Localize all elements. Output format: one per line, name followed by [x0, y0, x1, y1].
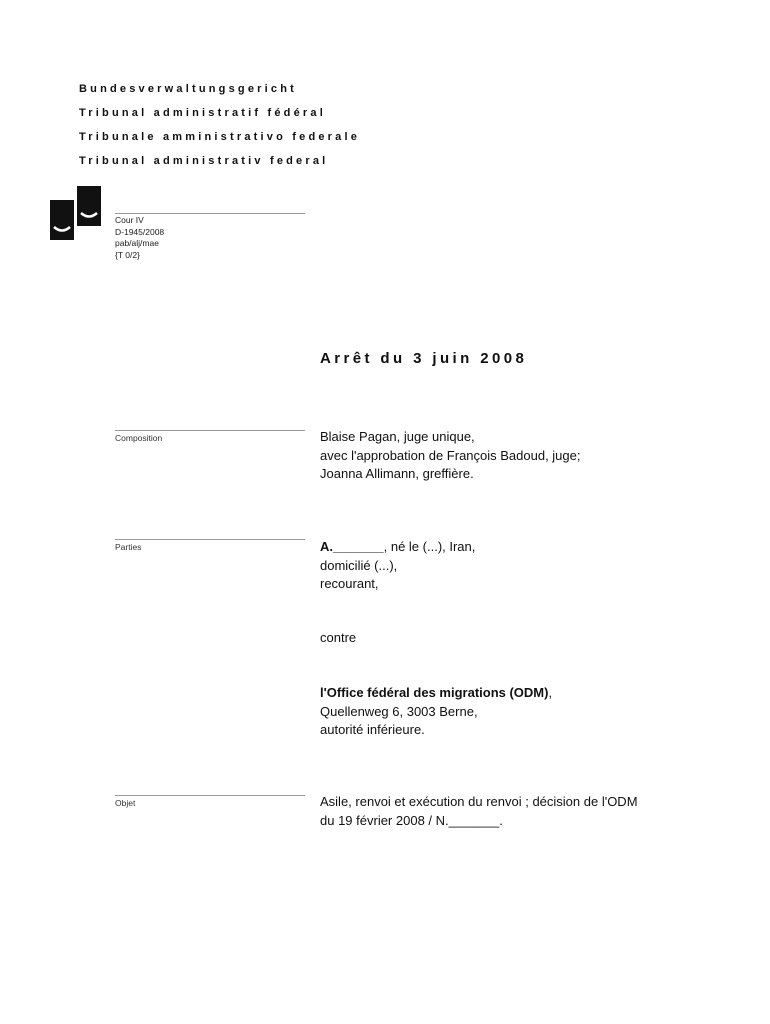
court-name-rm: Tribunal administrativ federal	[79, 155, 329, 167]
appellant-line: recourant,	[320, 576, 379, 591]
respondent-block	[320, 684, 552, 740]
appellant-block	[320, 538, 475, 594]
court-name-fr: Tribunal administratif fédéral	[79, 107, 326, 119]
appellant-line: domicilié (...),	[320, 557, 398, 573]
respondent-line: Quellenweg 6, 3003 Berne,	[320, 703, 478, 719]
case-code: {T 0/2}	[115, 249, 140, 260]
respondent-line: autorité inférieure.	[320, 722, 425, 737]
subject-text	[320, 793, 638, 830]
composition-line: Joanna Allimann, greffière.	[320, 466, 474, 481]
versus-text: contre	[320, 630, 357, 645]
composition-text	[320, 428, 581, 484]
court-name-it: Tribunale amministrativo federale	[79, 131, 361, 143]
composition-line: Blaise Pagan, juge unique,	[320, 429, 475, 444]
appellant-line	[320, 538, 475, 557]
composition-divider	[115, 430, 305, 431]
composition-line: avec l'approbation de François Badoud, juge;	[320, 447, 581, 463]
respondent-details: ,	[548, 685, 553, 700]
respondent-line	[320, 684, 552, 703]
respondent-name: l'Office fédéral des migrations (ODM)	[320, 685, 549, 700]
case-reference: pab/alj/mae	[115, 238, 159, 248]
parties-label: Parties	[115, 542, 142, 552]
composition-label: Composition	[115, 433, 163, 443]
appellant-name: A._______	[320, 539, 384, 554]
subject-line: du 19 février 2008 / N._______.	[320, 812, 503, 828]
case-info-divider	[115, 213, 305, 214]
subject-line: Asile, renvoi et exécution du renvoi ; décision de l'ODM	[320, 794, 638, 809]
court-division: Cour IV	[115, 215, 144, 225]
subject-divider	[115, 795, 305, 796]
court-logo-icon	[50, 186, 102, 240]
case-info	[115, 215, 164, 261]
court-name-de: Bundesverwaltungsgericht	[79, 83, 297, 95]
case-number: D-1945/2008	[115, 226, 165, 237]
appellant-details: , né le (...), Iran,	[383, 539, 476, 554]
parties-divider	[115, 539, 305, 540]
judgment-title: Arrêt du 3 juin 2008	[320, 350, 528, 367]
subject-label: Objet	[115, 798, 136, 808]
